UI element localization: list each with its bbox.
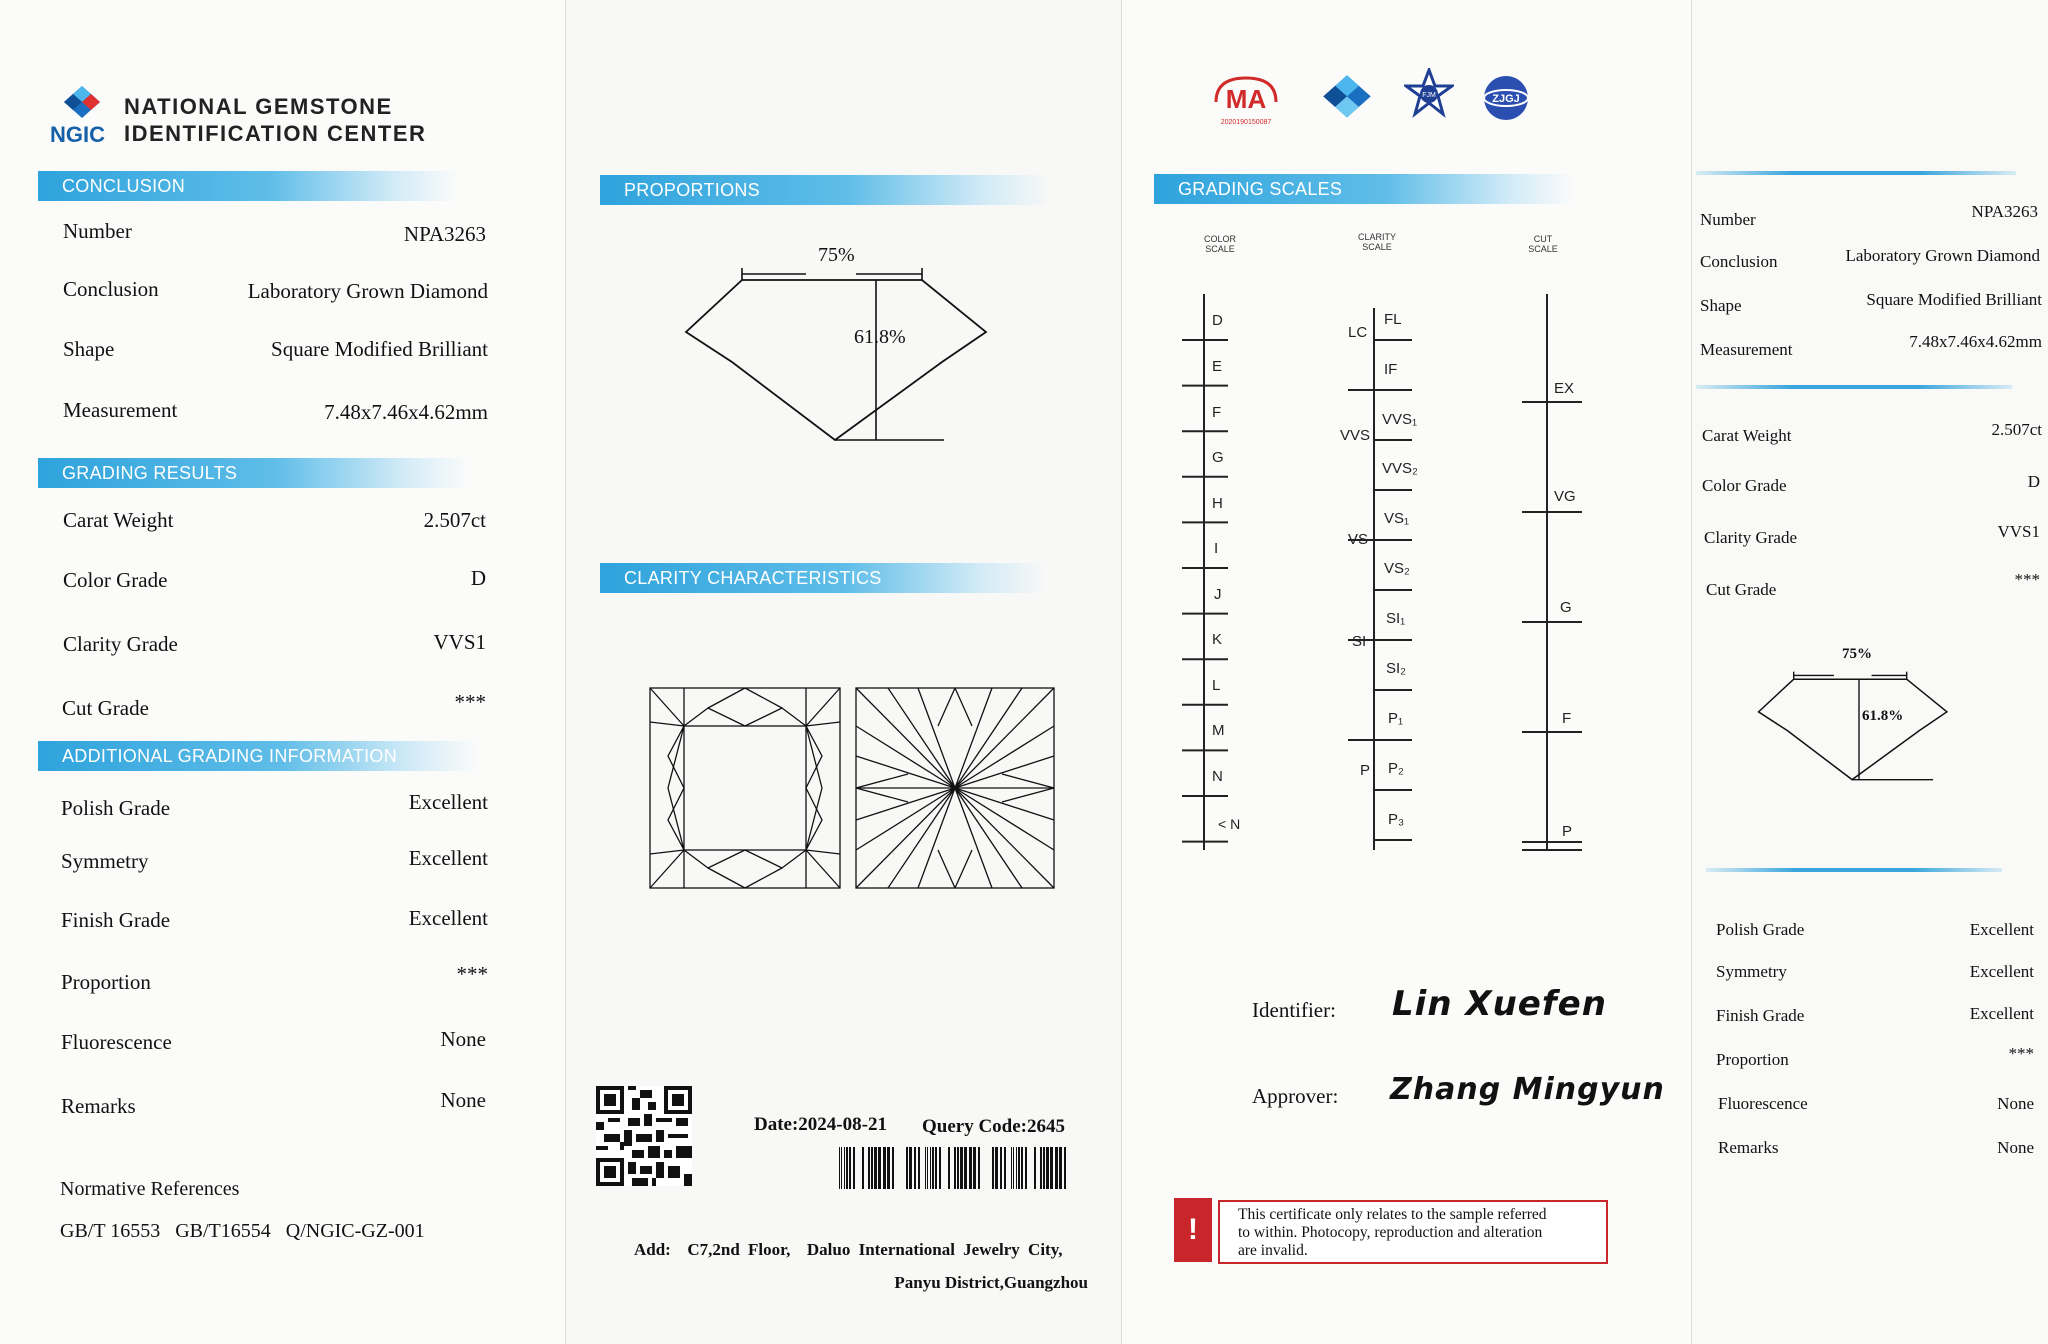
summary-color-value: D <box>2027 472 2040 491</box>
summary-number-value: NPA3263 <box>1971 202 2038 221</box>
barcode-bar <box>969 1147 972 1189</box>
barcode-bar <box>887 1147 890 1189</box>
normative-references-title: Normative References <box>60 1178 240 1200</box>
summary-measurement-label: Measurement <box>1700 340 1793 359</box>
certificate-summary-panel <box>1692 0 2048 1344</box>
barcode-bar <box>992 1147 994 1189</box>
clarity-VS1: VS₁ <box>1384 510 1410 527</box>
barcode-bar <box>954 1147 956 1189</box>
measurement-value: 7.48x7.46x4.62mm <box>324 400 488 424</box>
barcode-bar <box>973 1147 976 1189</box>
barcode-bar <box>935 1147 937 1189</box>
barcode-bar <box>1025 1147 1027 1189</box>
clarity-VS2: VS₂ <box>1384 560 1410 577</box>
proportions-banner: PROPORTIONS <box>600 175 1050 205</box>
barcode-bar <box>978 1147 980 1189</box>
summary-conclusion-value: Laboratory Grown Diamond <box>1845 246 2040 265</box>
symmetry-label: Symmetry <box>61 849 149 873</box>
barcode-bar <box>1021 1147 1023 1189</box>
symmetry-value: Excellent <box>408 846 488 870</box>
barcode-bar <box>846 1147 848 1189</box>
shape-label: Shape <box>63 337 115 361</box>
cut-grade-value: *** <box>454 690 486 714</box>
star-accreditation-icon <box>1404 68 1454 118</box>
approver-signature: Zhang Mingyun <box>1390 1072 1665 1107</box>
barcode-bar <box>906 1147 908 1189</box>
clarity-group-VS: VS <box>1348 531 1369 548</box>
clarity-P1: P₁ <box>1388 710 1404 727</box>
approver-label: Approver: <box>1252 1084 1339 1108</box>
summary-carat-label: Carat Weight <box>1702 426 1792 445</box>
clarity-scale-heading: CLARITY SCALE <box>1357 232 1396 252</box>
color-G: G <box>1212 449 1224 466</box>
barcode-bar <box>918 1147 920 1189</box>
address-line1: Add: C7,2nd Floor, Daluo International Jewelry City, <box>634 1240 1063 1259</box>
clarity-SI1: SI₁ <box>1386 610 1406 627</box>
conclusion-value: Laboratory Grown Diamond <box>247 279 488 303</box>
summary-conclusion-label: Conclusion <box>1700 252 1778 271</box>
cut-VG: VG <box>1554 488 1576 505</box>
ngic-abbreviation: NGIC <box>50 122 105 147</box>
proportion-label: Proportion <box>61 970 151 994</box>
summary-finish-value: Excellent <box>1969 1004 2034 1023</box>
clarity-IF: IF <box>1384 361 1398 378</box>
depth-percentage: 61.8% <box>854 326 906 348</box>
color-scale-heading: COLOR SCALE <box>1203 234 1236 254</box>
warning-line2: to within. Photocopy, reproduction and alteration <box>1238 1224 1543 1241</box>
color-L: L <box>1212 677 1221 694</box>
clarity-group-VVS: VVS <box>1340 427 1371 444</box>
barcode-bar <box>1013 1147 1014 1189</box>
summary-clarity-label: Clarity Grade <box>1704 528 1797 547</box>
summary-symmetry-label: Symmetry <box>1716 962 1787 981</box>
certificate-front-panel <box>0 0 566 1344</box>
summary-remarks-value: None <box>1997 1138 2034 1157</box>
barcode-bar <box>932 1147 934 1189</box>
summary-cut-label: Cut Grade <box>1706 580 1777 599</box>
zjgj-logo-text: ZJGJ <box>1492 93 1520 105</box>
barcode-bar <box>1004 1147 1006 1189</box>
clarity-FL: FL <box>1384 311 1402 328</box>
summary-shape-value: Square Modified Brilliant <box>1866 290 2042 309</box>
carat-weight-value: 2.507ct <box>423 508 486 532</box>
finish-grade-value: Excellent <box>408 906 488 930</box>
remarks-value: None <box>440 1088 486 1112</box>
barcode-bar <box>883 1147 886 1189</box>
barcode-bar <box>1000 1147 1002 1189</box>
fluorescence-label: Fluorescence <box>61 1030 172 1054</box>
barcode-bar <box>1059 1147 1062 1189</box>
warning-icon: ! <box>1174 1198 1212 1262</box>
summary-polish-value: Excellent <box>1969 920 2034 939</box>
summary-divider-mid <box>1696 385 2012 389</box>
barcode-bar <box>1064 1147 1066 1189</box>
barcode-bar <box>874 1147 877 1189</box>
clarity-group-LC: LC <box>1348 324 1368 341</box>
clarity-VVS1: VVS₁ <box>1382 411 1418 428</box>
cut-F: F <box>1562 710 1572 727</box>
shape-value: Square Modified Brilliant <box>271 337 488 361</box>
table-percentage: 75% <box>818 244 855 266</box>
barcode-bar <box>927 1147 928 1189</box>
star-accreditation-text: FJM <box>1422 92 1436 99</box>
polish-grade-value: Excellent <box>408 790 488 814</box>
barcode-bar <box>853 1147 855 1189</box>
clarity-characteristics-banner: CLARITY CHARACTERISTICS <box>600 563 1045 593</box>
summary-depth-percentage: 61.8% <box>1862 708 1904 724</box>
org-name-line1: NATIONAL GEMSTONE <box>124 94 393 119</box>
barcode-bar <box>1055 1147 1058 1189</box>
ngic-mark-icon <box>1318 70 1376 128</box>
barcode-bar <box>948 1147 950 1189</box>
barcode-bar <box>957 1147 959 1189</box>
summary-divider-top <box>1696 171 2016 175</box>
barcode-bar <box>892 1147 894 1189</box>
barcode-bar <box>914 1147 916 1189</box>
barcode-bar <box>839 1147 840 1189</box>
summary-clarity-value: VVS1 <box>1997 522 2040 541</box>
org-name-line2: IDENTIFICATION CENTER <box>124 121 427 146</box>
conclusion-label: Conclusion <box>63 277 159 301</box>
warning-line3: are invalid. <box>1238 1242 1308 1259</box>
cut-G: G <box>1560 599 1572 616</box>
measurement-label: Measurement <box>63 398 178 422</box>
warning-box <box>1218 1200 1608 1264</box>
barcode-bar <box>871 1147 873 1189</box>
barcode-bar <box>930 1147 931 1189</box>
barcode-bar <box>1046 1147 1049 1189</box>
summary-proportions-diagram <box>1746 640 1972 800</box>
cma-logo-text: MA <box>1225 84 1267 114</box>
qr-code[interactable] <box>596 1086 692 1186</box>
cma-logo-icon <box>1210 72 1282 128</box>
color-F: F <box>1212 404 1222 421</box>
barcode-bar <box>1050 1147 1053 1189</box>
color-D: D <box>1212 312 1223 329</box>
color-J: J <box>1214 586 1222 603</box>
barcode-bar <box>1040 1147 1042 1189</box>
color-K: K <box>1212 631 1223 648</box>
cma-number: 2020190150087 <box>1220 119 1272 126</box>
grading-scales-banner: GRADING SCALES <box>1154 174 1574 204</box>
clarity-grade-label: Clarity Grade <box>63 632 178 656</box>
barcode-bar <box>939 1147 941 1189</box>
remarks-label: Remarks <box>61 1094 136 1118</box>
barcode-bar <box>844 1147 845 1189</box>
barcode-bar <box>964 1147 967 1189</box>
color-grade-value: D <box>470 566 486 590</box>
barcode-bar <box>862 1147 864 1189</box>
summary-measurement-value: 7.48x7.46x4.62mm <box>1909 332 2042 351</box>
summary-fluorescence-value: None <box>1997 1094 2034 1113</box>
identifier-label: Identifier: <box>1252 998 1336 1022</box>
barcode-bar <box>841 1147 842 1189</box>
summary-proportion-value: *** <box>2008 1044 2034 1063</box>
barcode-bar <box>995 1147 998 1189</box>
clarity-P2: P₂ <box>1388 760 1404 777</box>
barcode-bar <box>878 1147 881 1189</box>
cut-scale-heading: CUT SCALE <box>1528 234 1558 254</box>
carat-weight-label: Carat Weight <box>63 508 174 532</box>
fluorescence-value: None <box>440 1027 486 1051</box>
color-I: I <box>1214 540 1219 557</box>
query-code: Query Code:2645 <box>922 1116 1066 1137</box>
summary-cut-value: *** <box>2014 570 2040 589</box>
proportions-diagram <box>666 240 1026 450</box>
barcode-bar <box>868 1147 870 1189</box>
cut-EX: EX <box>1554 380 1575 397</box>
number-value: NPA3263 <box>403 222 486 246</box>
certificate-diagram-panel <box>566 0 1122 1344</box>
summary-color-label: Color Grade <box>1702 476 1787 495</box>
barcode-bar <box>1018 1147 1020 1189</box>
summary-fluorescence-label: Fluorescence <box>1718 1094 1808 1113</box>
color-H: H <box>1212 495 1223 512</box>
summary-finish-label: Finish Grade <box>1716 1006 1805 1025</box>
barcode-bar <box>1043 1147 1045 1189</box>
conclusion-banner: CONCLUSION <box>38 171 458 201</box>
summary-number-label: Number <box>1700 210 1756 229</box>
color-E: E <box>1212 358 1223 375</box>
zjgj-logo-icon <box>1478 74 1534 130</box>
additional-info-banner: ADDITIONAL GRADING INFORMATION <box>38 741 478 771</box>
barcode-bar <box>1034 1147 1036 1189</box>
clarity-P3: P₃ <box>1388 811 1405 828</box>
barcode-bar <box>909 1147 912 1189</box>
barcode-bar <box>1011 1147 1012 1189</box>
issue-date: Date:2024-08-21 <box>754 1114 887 1135</box>
summary-remarks-label: Remarks <box>1718 1138 1779 1157</box>
cut-grade-label: Cut Grade <box>62 696 149 720</box>
cut-P: P <box>1562 823 1573 840</box>
certificate-scales-panel <box>1122 0 1692 1344</box>
color-N: N <box>1212 768 1223 785</box>
ngic-logo-icon <box>60 84 104 124</box>
number-label: Number <box>63 219 132 243</box>
summary-proportion-label: Proportion <box>1716 1050 1789 1069</box>
barcode-bar <box>960 1147 963 1189</box>
summary-polish-label: Polish Grade <box>1716 920 1805 939</box>
barcode-bar <box>1016 1147 1017 1189</box>
finish-grade-label: Finish Grade <box>61 908 171 932</box>
identifier-signature: Lin Xuefen <box>1392 984 1607 1024</box>
clarity-SI2: SI₂ <box>1386 660 1406 677</box>
color-grade-label: Color Grade <box>63 568 168 592</box>
barcode-bar <box>925 1147 926 1189</box>
warning-line1: This certificate only relates to the sample referred <box>1238 1206 1547 1223</box>
summary-symmetry-value: Excellent <box>1969 962 2034 981</box>
clarity-grade-value: VVS1 <box>433 630 486 654</box>
address-line2: Panyu District,Guangzhou <box>894 1273 1088 1292</box>
summary-divider-bottom <box>1706 868 2002 872</box>
clarity-group-P: P <box>1360 762 1371 779</box>
color-M: M <box>1212 722 1225 739</box>
clarity-VVS2: VVS₂ <box>1382 460 1418 477</box>
summary-carat-value: 2.507ct <box>1991 420 2042 439</box>
proportion-value: *** <box>456 962 488 986</box>
clarity-plot-diagram <box>648 686 1064 892</box>
clarity-group-SI: SI <box>1352 633 1367 650</box>
normative-references-list: GB/T 16553 GB/T16554 Q/NGIC-GZ-001 <box>60 1220 425 1242</box>
summary-table-percentage: 75% <box>1842 646 1872 662</box>
color-below-N: < N <box>1218 816 1241 832</box>
barcode <box>836 1147 1072 1189</box>
polish-grade-label: Polish Grade <box>61 796 171 820</box>
summary-shape-label: Shape <box>1700 296 1742 315</box>
grading-results-banner: GRADING RESULTS <box>38 458 468 488</box>
barcode-bar <box>849 1147 851 1189</box>
